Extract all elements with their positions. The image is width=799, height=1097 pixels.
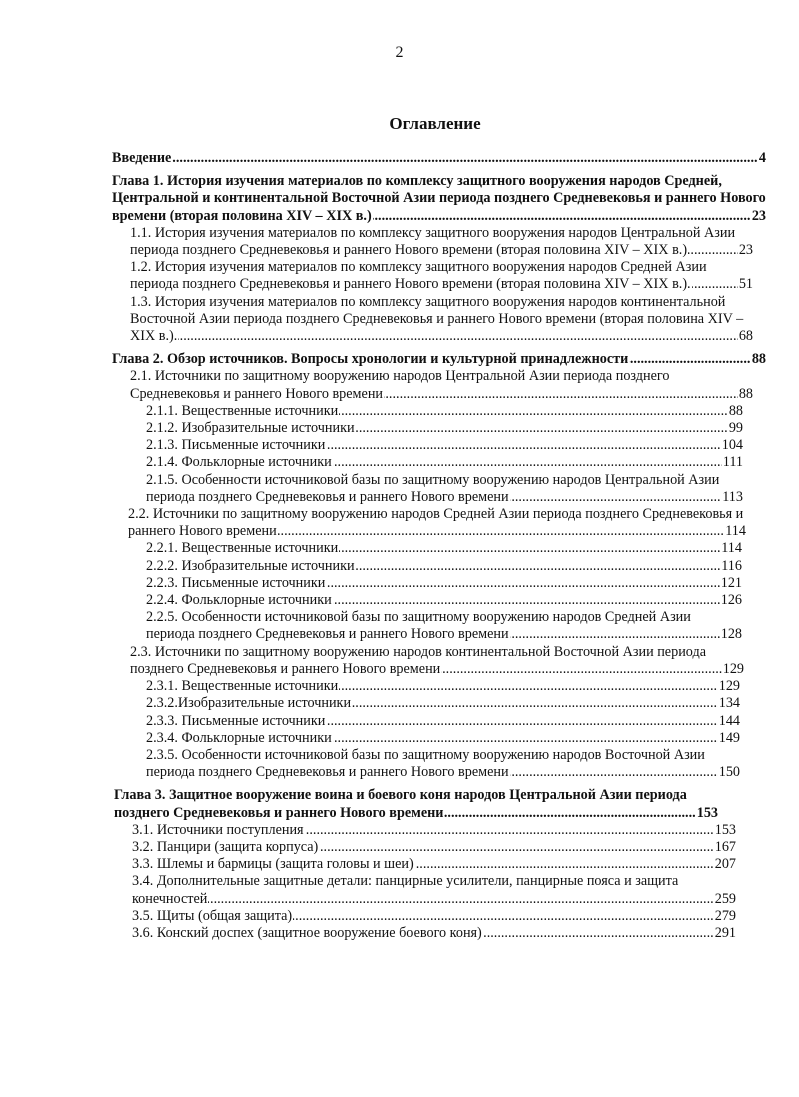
page-ref: 4 xyxy=(758,150,766,166)
page-ref: 114 xyxy=(721,540,742,557)
toc-entry-2-2[interactable]: 2.2. Источники по защитному вооружению народов Средней Азии периода позднего Средневековья и раннего Нового времени 114 ..... xyxy=(128,506,746,540)
toc-entry-chapter-3[interactable]: Глава 3. Защитное вооружение воина и боевого коня народов Центральной Азии периода позднего Средневековья и раннего Нового времени 153 ..... xyxy=(114,787,718,821)
toc-entry-3-4[interactable]: 3.4. Дополнительные защитные детали: панцирные усилители, панцирные пояса и защита конечностей 259 ..... xyxy=(132,873,736,907)
toc-entry-2-1-1[interactable]: 2.1.1. Вещественные источники 88 ..... xyxy=(146,403,743,420)
page-ref: 291 xyxy=(714,924,736,941)
toc-entry-1-3[interactable]: 1.3. История изучения материалов по комплексу защитного вооружения народов континентальной Восточной Азии периода позднего Средневековья и раннего Нового времени (вторая половина XIV – XIX в.). 68 ..... xyxy=(130,294,753,346)
toc-entry-3-3[interactable]: 3.3. Шлемы и бармицы (защита головы и шеи) 207 ..... xyxy=(132,856,736,873)
page-ref: 153 xyxy=(714,821,736,838)
toc-entry-3-5[interactable]: 3.5. Щиты (общая защита) 279 ..... xyxy=(132,908,736,925)
page-ref: 68 xyxy=(738,328,753,345)
page-ref: 111 xyxy=(722,454,743,471)
toc-entry-chapter-1[interactable]: Глава 1. История изучения материалов по комплексу защитного вооружения народов Средней, Центральной и континентальной Восточной Азии периода позднего Средневековья и раннего Нового времени (вторая половина XIV – XIX в.) 23 ..... xyxy=(112,173,766,225)
toc-entry-2-2-4[interactable]: 2.2.4. Фольклорные источники 126 ..... xyxy=(146,592,742,609)
toc-entry-2-2-3[interactable]: 2.2.3. Письменные источники 121 ..... xyxy=(146,575,742,592)
page-ref: 51 xyxy=(738,276,753,293)
page-ref: 129 xyxy=(718,678,740,695)
table-of-contents xyxy=(0,150,799,942)
page-ref: 134 xyxy=(718,695,740,712)
page-ref: 88 xyxy=(751,351,766,368)
toc-entry-1-1[interactable]: 1.1. История изучения материалов по комплексу защитного вооружения народов Центральной Азии периода позднего Средневековья и раннего Нового времени (вторая половина XIV – XIX в.) 23 ..... xyxy=(130,225,753,259)
toc-entry-2-1-5[interactable]: 2.1.5. Особенности источниковой базы по защитному вооружению народов Центральной Азии периода позднего Средневековья и раннего Нового времени 113 ..... xyxy=(146,472,743,506)
page-ref: 126 xyxy=(720,592,742,609)
toc-title: Оглавление xyxy=(389,114,481,133)
toc-entry-3-1[interactable]: 3.1. Источники поступления 153 ..... xyxy=(132,822,736,839)
page-ref: 99 xyxy=(728,420,743,437)
toc-entry-2-2-2[interactable]: 2.2.2. Изобразительные источники 116 ..... xyxy=(146,558,742,575)
toc-entry-3-2[interactable]: 3.2. Панцири (защита корпуса) 167 ..... xyxy=(132,839,736,856)
toc-entry-2-3[interactable]: 2.3. Источники по защитному вооружению народов континентальной Восточной Азии периода позднего Средневековья и раннего Нового времени 129 ..... xyxy=(130,644,744,678)
page-ref: 23 xyxy=(751,207,766,224)
toc-entry-introduction[interactable]: Введение 4 ..... xyxy=(112,150,766,167)
toc-entry-2-3-1[interactable]: 2.3.1. Вещественные источники 129 ..... xyxy=(146,678,740,695)
page-ref: 128 xyxy=(720,626,742,643)
page-ref: 88 xyxy=(728,402,743,419)
page-ref: 144 xyxy=(718,712,740,729)
page-ref: 129 xyxy=(722,660,744,677)
toc-entry-2-1-4[interactable]: 2.1.4. Фольклорные источники 111 ..... xyxy=(146,454,743,471)
toc-entry-2-1-2[interactable]: 2.1.2. Изобразительные источники 99 ..... xyxy=(146,420,743,437)
toc-entry-2-1-3[interactable]: 2.1.3. Письменные источники 104 ..... xyxy=(146,437,743,454)
toc-entry-2-2-5[interactable]: 2.2.5. Особенности источниковой базы по защитному вооружению народов Средней Азии периода позднего Средневековья и раннего Нового времени 128 ..... xyxy=(146,609,742,643)
page-number: 2 xyxy=(395,44,404,61)
page-ref: 153 xyxy=(696,804,718,821)
toc-entry-2-3-3[interactable]: 2.3.3. Письменные источники 144 ..... xyxy=(146,713,740,730)
page-ref: 114 xyxy=(725,523,746,540)
page-ref: 121 xyxy=(720,574,742,591)
toc-entry-2-2-1[interactable]: 2.2.1. Вещественные источники 114 ..... xyxy=(146,540,742,557)
page-ref: 279 xyxy=(714,907,736,924)
page-ref: 113 xyxy=(722,488,743,505)
toc-entry-chapter-2[interactable]: Глава 2. Обзор источников. Вопросы хронологии и культурной принадлежности 88 ..... xyxy=(112,351,766,368)
page-ref: 149 xyxy=(718,729,740,746)
toc-entry-2-3-4[interactable]: 2.3.4. Фольклорные источники 149 ..... xyxy=(146,730,740,747)
page-ref: 207 xyxy=(714,856,736,873)
page-ref: 116 xyxy=(721,557,742,574)
page-ref: 23 xyxy=(738,242,753,259)
page-ref: 104 xyxy=(721,437,743,454)
page-ref: 167 xyxy=(714,838,736,855)
toc-entry-3-6[interactable]: 3.6. Конский доспех (защитное вооружение боевого коня) 291 ..... xyxy=(132,925,736,942)
page-ref: 150 xyxy=(718,764,740,781)
toc-entry-2-3-2[interactable]: 2.3.2.Изобразительные источники 134 ..... xyxy=(146,695,740,712)
toc-entry-1-2[interactable]: 1.2. История изучения материалов по комплексу защитного вооружения народов Средней Азии периода позднего Средневековья и раннего Нового времени (вторая половина XIV – XIX в.). 51 ..... xyxy=(130,259,753,293)
page-ref: 259 xyxy=(714,890,736,907)
toc-entry-2-3-5[interactable]: 2.3.5. Особенности источниковой базы по защитному вооружению народов Восточной Азии периода позднего Средневековья и раннего Нового времени 150 ..... xyxy=(146,747,740,781)
toc-entry-2-1[interactable]: 2.1. Источники по защитному вооружению народов Центральной Азии периода позднего Средневековья и раннего Нового времени 88 ..... xyxy=(130,368,753,402)
page-ref: 88 xyxy=(738,385,753,402)
